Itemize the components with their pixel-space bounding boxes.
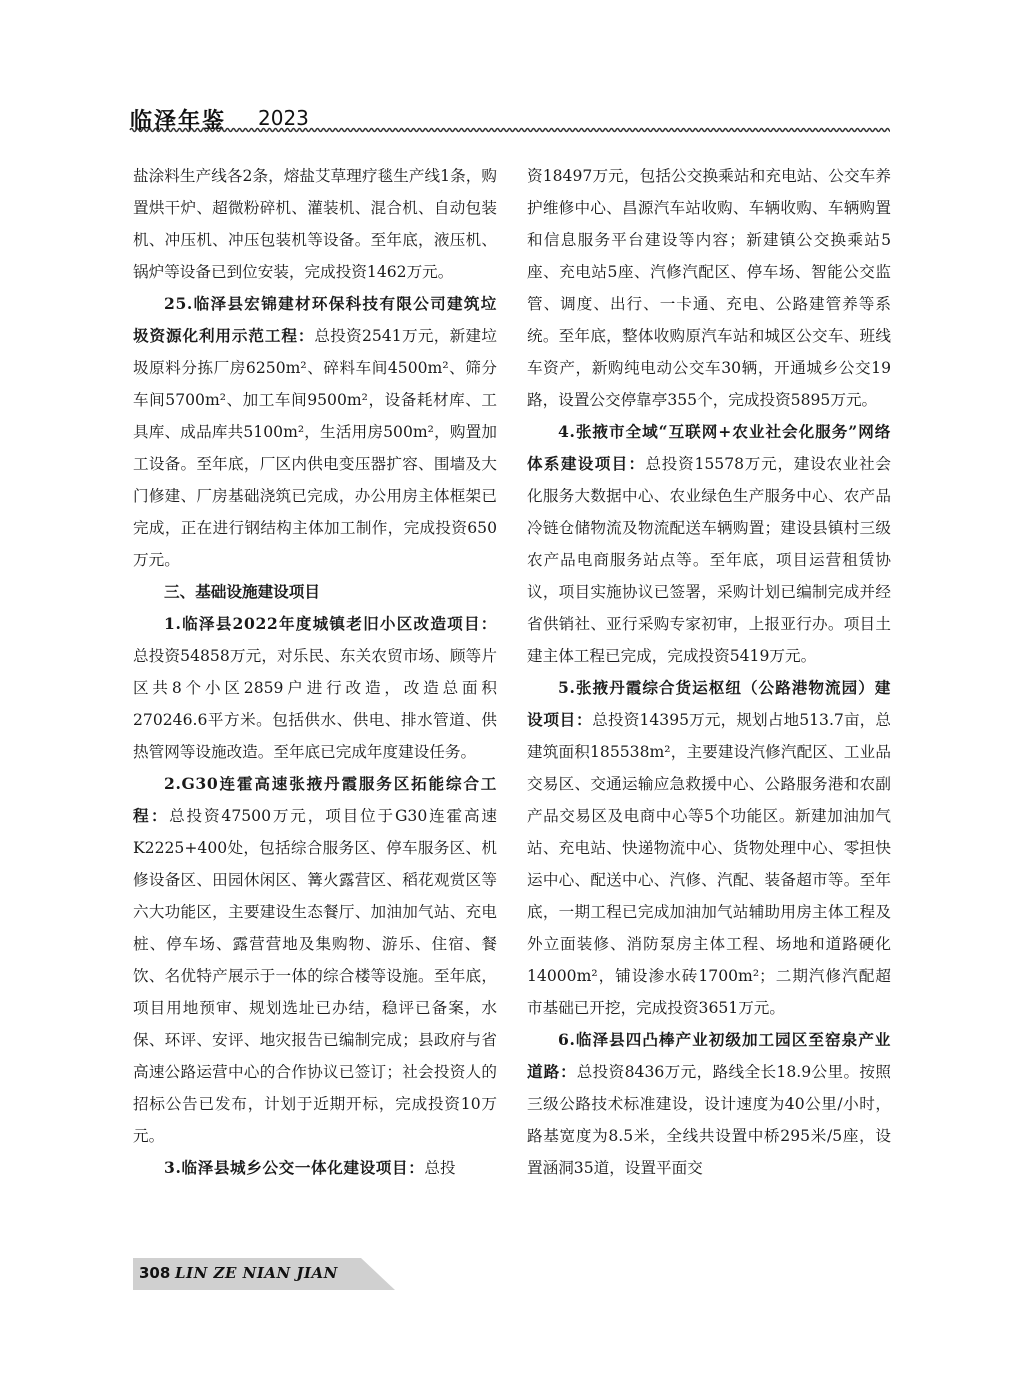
project-text: 总投: [424, 1159, 456, 1177]
project-title: 2.G30连霍高速张掖丹霞服务区拓能综合工程：: [133, 774, 497, 825]
project-text: 总投资15578万元，建设农业社会化服务大数据中心、农业绿色生产服务中心、农产品冷链仓储物流及物流配送车辆购置；建设县镇村三级农产品电商服务站点等。至年底，项目运营租赁协议，项目实施协议已签署，采购计划已编制完成并经省供销社、亚行采购专家初审，上报亚行办。项目土建主体工程已完成，完成投资5419万元。: [527, 455, 891, 665]
project-title: 4.张掖市全域“互联网+农业社会化服务”网络体系建设项目：: [527, 422, 891, 473]
yearbook-year: 2023: [258, 106, 309, 130]
footer-title: LIN ZE NIAN JIAN: [175, 1264, 338, 1282]
project-title: 5.张掖丹霞综合货运枢纽（公路港物流园）建设项目：: [527, 678, 891, 729]
project-title: 1.临泽县2022年度城镇老旧小区改造项目：: [164, 614, 497, 633]
paragraph-continuation: [527, 160, 891, 416]
project-title: 6.临泽县四凸棒产业初级加工园区至窑泉产业道路：: [527, 1030, 891, 1081]
project-text: 总投资14395万元，规划占地513.7亩，总建筑面积185538m²，主要建设汽修汽配区、工业品交易区、交通运输应急救援中心、公路服务港和农副产品交易区及电商中心等5个功能区。新建加油加气站、充电站、快递物流中心、货物处理中心、零担快运中心、配送中心、汽修、汽配、装备超市等。至年底，一期工程已完成加油加气站辅助用房主体工程及外立面装修、消防泵房主体工程、场地和道路硬化14000m²，铺设渗水砖1700m²；二期汽修汽配超市基础已开挖，完成投资3651万元。: [527, 711, 891, 1017]
paragraph-continuation: [133, 160, 497, 288]
project-item: [133, 768, 497, 1152]
project-item: [133, 608, 497, 768]
project-text: 总投资8436万元，路线全长18.9公里。按照三级公路技术标准建设，设计速度为40公里/小时，路基宽度为8.5米，全线共设置中桥295米/5座，设置涵洞35道，设置平面交: [527, 1063, 891, 1177]
project-title: 25.临泽县宏锦建材环保科技有限公司建筑垃圾资源化利用示范工程：: [133, 294, 497, 345]
paragraph-text: 资18497万元，包括公交换乘站和充电站、公交车养护维修中心、昌源汽车站收购、车辆收购、车辆购置和信息服务平台建设等内容；新建镇公交换乘站5座、充电站5座、汽修汽配区、停车场、智能公交监管、调度、出行、一卡通、充电、公路建管养等系统。至年底，整体收购原汽车站和城区公交车、班线车资产，新购纯电动公交车30辆，开通城乡公交19路，设置公交停靠亭355个，完成投资5895万元。: [527, 167, 891, 409]
section-heading-text: 三、基础设施建设项目: [164, 582, 320, 601]
left-column: [133, 160, 497, 1184]
project-item: [527, 416, 891, 672]
project-item: [133, 1152, 497, 1184]
project-item: [527, 1024, 891, 1184]
project-item: [133, 288, 497, 576]
paragraph-text: 盐涂料生产线各2条，熔盐艾草理疗毯生产线1条，购置烘干炉、超微粉碎机、灌装机、混合机、自动包装机、冲压机、冲压包装机等设备。至年底，液压机、锅炉等设备已到位安装，完成投资1462万元。: [133, 167, 497, 281]
page-footer: [133, 1258, 403, 1292]
yearbook-title: 临泽年鉴: [130, 109, 227, 134]
project-title: 3.临泽县城乡公交一体化建设项目：: [164, 1158, 425, 1177]
project-text: 总投资54858万元，对乐民、东关农贸市场、顾等片区共8个小区2859户进行改造，改造总面积270246.6平方米。包括供水、供电、排水管道、供热管网等设施改造。至年底已完成年度建设任务。: [133, 647, 497, 761]
project-item: [527, 672, 891, 1024]
right-column: [527, 160, 891, 1184]
project-text: 总投资2541万元，新建垃圾原料分拣厂房6250m²、碎料车间4500m²、筛分车间5700m²、加工车间9500m²，设备耗材库、工具库、成品库共5100m²，生活用房500m²，购置加工设备。至年底，厂区内供电变压器扩容、围墙及大门修建、厂房基础浇筑已完成，办公用房主体框架已完成，正在进行钢结构主体加工制作，完成投资650万元。: [133, 327, 497, 569]
section-heading: [133, 576, 497, 608]
page-number: 308: [139, 1264, 171, 1282]
project-text: 总投资47500万元，项目位于G30连霍高速K2225+400处，包括综合服务区、停车服务区、机修设备区、田园休闲区、篝火露营区、稻花观赏区等六大功能区，主要建设生态餐厅、加油加气站、充电桩、停车场、露营营地及集购物、游乐、住宿、餐饮、名优特产展示于一体的综合楼等设施。至年底，项目用地预审、规划选址已办结，稳评已备案，水保、环评、安评、地灾报告已编制完成；县政府与省高速公路运营中心的合作协议已签订；社会投资人的招标公告已发布，计划于近期开标，完成投资10万元。: [133, 807, 498, 1145]
header-wavy-rule: [0, 126, 890, 134]
